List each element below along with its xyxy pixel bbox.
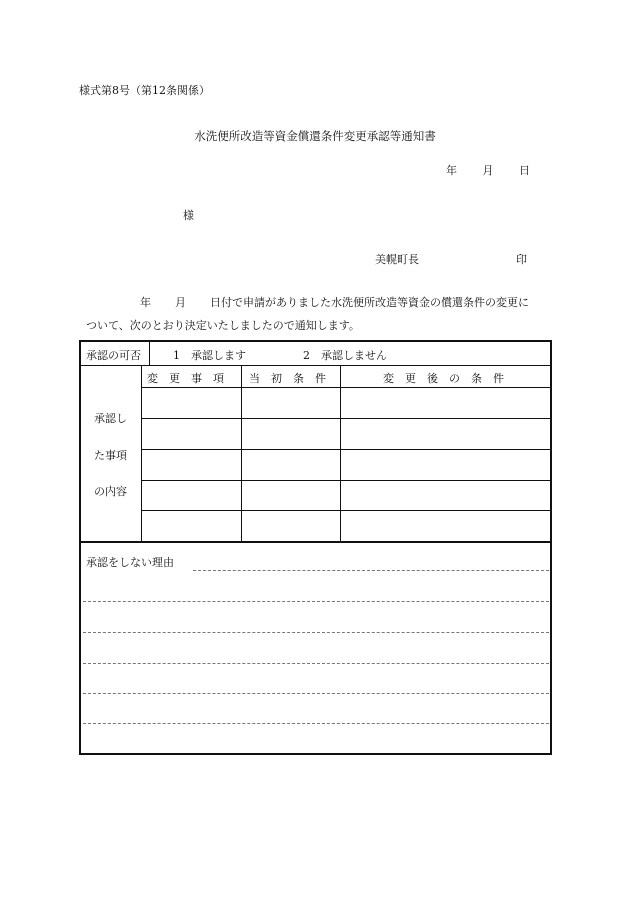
issuer-name: 美幌町長 [375,253,419,266]
body-line-1 [140,294,529,310]
row-label-line-3: の内容 [94,485,127,498]
seal-mark: 印 [516,253,527,266]
date-year: 年 [446,164,457,177]
document-title: 水洗便所改造等資金償還条件変更承認等通知書 [194,129,436,143]
body-line-2: ついて、次のとおり決定いたしましたので通知します。 [86,319,360,332]
reason-label: 承認をしない理由 [86,556,174,569]
col-divider [340,365,341,541]
reason-line [83,663,549,664]
date-month: 月 [482,164,494,177]
reason-line [83,601,549,602]
reason-line [193,570,549,571]
reason-line [83,632,549,633]
row-divider [141,418,550,419]
reject-option[interactable]: 2 承認しません [303,349,387,362]
row-divider [141,387,550,388]
form-number: 様式第8号（第12条関係） [79,84,210,97]
decision-table [79,340,552,755]
col-divider [241,365,242,541]
col-divider [149,342,150,365]
body-month: 月 [175,296,186,309]
section-divider [81,541,550,543]
col-divider [141,365,142,541]
approval-label: 承認の可否 [86,349,141,362]
date-line [446,162,530,178]
column-header-new-terms: 変 更 後 の 条 件 [383,372,504,385]
column-header-original-terms: 当 初 条 件 [249,372,326,385]
approve-option[interactable]: 1 承認します [173,349,246,362]
row-label-line-1: 承認し [94,412,127,425]
row-divider [81,365,550,366]
row-label-line-2: た事項 [94,449,127,462]
date-day: 日 [519,164,530,177]
reason-line [83,723,549,724]
recipient-suffix: 様 [183,209,194,222]
body-line-1-rest: 日付で申請がありました水洗便所改造等資金の償還条件の変更に [210,296,529,309]
row-divider [141,449,550,450]
row-divider [141,510,550,511]
body-year: 年 [140,296,151,309]
column-header-change-item: 変 更 事 項 [147,372,224,385]
row-divider [141,480,550,481]
reason-line [83,693,549,694]
